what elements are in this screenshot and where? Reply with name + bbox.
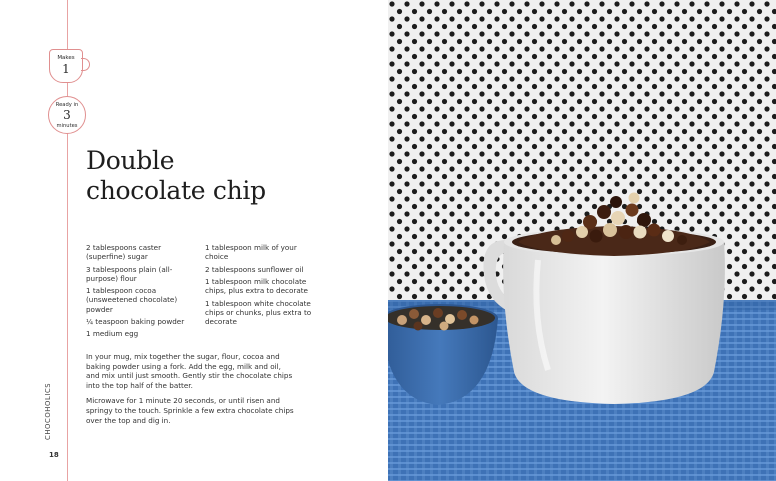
ingredient-item: ¼ teaspoon baking powder [86, 316, 185, 326]
recipe-title [86, 146, 346, 206]
ingredient-item: 2 tablespoons caster (superfine) sugar [86, 243, 162, 262]
ingredients-column-left [86, 243, 198, 342]
ingredient-item: 1 tablespoon white chocolate chips or chunks, plus extra to decorate [205, 298, 312, 326]
ingredient-item: 1 medium egg [86, 329, 139, 339]
method-step: Microwave for 1 minute 20 seconds, or until risen and springy to the touch. Sprinkle a few extra chocolate chips over the top and dig in. [86, 396, 294, 425]
method-step: In your mug, mix together the sugar, flour, cocoa and baking powder using a fork. Add the egg, milk and oil, and mix until just smooth. Gently stir the chocolate chips into the top half of the batter. [86, 352, 293, 390]
ready-value: 3 [63, 108, 71, 122]
makes-label: Makes [57, 55, 75, 61]
mug-cake-photo [388, 0, 776, 481]
ready-badge [48, 96, 86, 134]
ingredients-column-right [205, 243, 313, 329]
makes-value: 1 [62, 62, 70, 76]
ingredient-item: 3 tablespoons plain (all-purpose) flour [86, 264, 173, 283]
makes-badge [49, 49, 83, 83]
title-line: chocolate chip [86, 176, 266, 205]
page-number: 18 [49, 451, 59, 459]
photo-illustration [388, 0, 776, 481]
ready-label: Ready in [55, 102, 79, 108]
ingredient-item: 1 tablespoon cocoa (unsweetened chocolate) powder [86, 286, 178, 314]
ingredient-item: 1 tablespoon milk of your choice [205, 243, 297, 262]
section-label: CHOCOHOLICS [44, 382, 52, 440]
ready-unit: minutes [56, 123, 78, 129]
mug-handle-icon [81, 58, 90, 71]
title-line: Double [86, 146, 175, 175]
ingredient-item: 1 tablespoon milk chocolate chips, plus extra to decorate [205, 276, 308, 296]
ingredient-item: 2 tablespoons sunflower oil [205, 264, 304, 274]
method-text [86, 352, 296, 431]
